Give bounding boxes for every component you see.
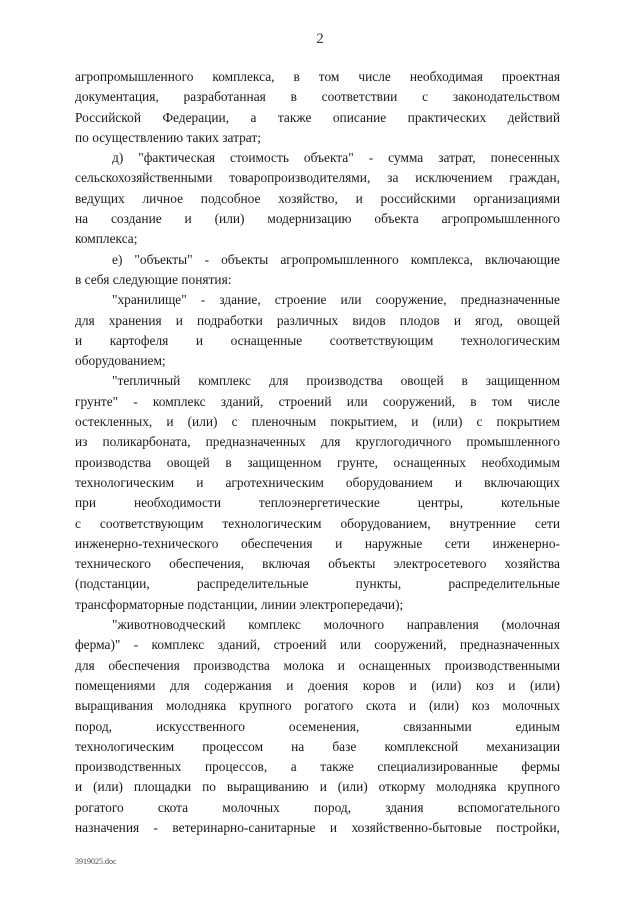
paragraph [75, 148, 560, 249]
text-line: выращивания молодняка крупного рогатого скота и (или) коз молочных [75, 698, 560, 714]
paragraph [75, 250, 560, 291]
paragraph [75, 290, 560, 371]
text-line: агропромышленного комплекса, в том числе необходимая проектная [75, 69, 560, 84]
text-line: по осуществлению таких затрат; [75, 129, 261, 145]
footer-filename: 3919025.doc [75, 857, 117, 866]
text-line: инженерно-технического обеспечения и наружные сети инженерно- [75, 535, 560, 551]
text-line: на создание и (или) модернизацию объекта агропромышленного [75, 211, 560, 227]
text-line: пород, искусственного осеменения, связанными единым [75, 718, 560, 734]
text-line: комплекса; [75, 231, 138, 247]
text-line: остекленных, и (или) с пленочным покрытием, и (или) с покрытием [75, 414, 560, 430]
text-line: ведущих личное подсобное хозяйство, и российскими организациями [75, 190, 560, 206]
text-line: ферма)" - комплекс зданий, строений или сооружений, предназначенных [75, 637, 560, 653]
text-line: назначения - ветеринарно-санитарные и хозяйственно-бытовые постройки, [75, 819, 560, 835]
document-body [75, 67, 560, 838]
text-line: оборудованием; [75, 353, 166, 369]
text-line: производства овощей в защищенном грунте, оснащенных необходимым [75, 454, 560, 470]
text-line: документация, разработанная в соответствии с законодательством [75, 89, 560, 105]
text-line: технического обеспечения, включая объекты электросетевого хозяйства [75, 556, 560, 572]
text-line: помещениями для содержания и доения коров и (или) коз и (или) [75, 677, 560, 693]
text-line: д) "фактическая стоимость объекта" - сумма затрат, понесенных [112, 150, 560, 166]
text-line: и картофеля и оснащенные соответствующим технологическим [75, 332, 560, 348]
text-line: технологическим и агротехническим оборудованием и включающих [75, 474, 560, 490]
text-line: трансформаторные подстанции, линии электропередачи); [75, 596, 404, 612]
text-line: Российской Федерации, а также описание практических действий [75, 109, 560, 125]
text-line: производственных процессов, а также специализированные фермы [75, 759, 560, 775]
text-line: в себя следующие понятия: [75, 271, 232, 287]
text-line: рогатого скота молочных пород, здания вспомогательного [75, 799, 560, 815]
text-line: "хранилище" - здание, строение или сооружение, предназначенные [112, 292, 560, 308]
text-line: для хранения и подработки различных видов плодов и ягод, овощей [75, 312, 560, 328]
text-line: грунте" - комплекс зданий, строений или сооружений, в том числе [75, 393, 560, 409]
text-line: "тепличный комплекс для производства овощей в защищенном [112, 373, 560, 389]
paragraph [75, 615, 560, 838]
text-line: "животноводческий комплекс молочного направления (молочная [112, 617, 560, 633]
text-line: для обеспечения производства молока и оснащенных производственными [75, 657, 560, 673]
text-line: и (или) площадки по выращиванию и (или) откорму молодняка крупного [75, 779, 560, 795]
text-line: при необходимости теплоэнергетические центры, котельные [75, 495, 560, 511]
text-line: технологическим процессом на базе комплексной механизации [75, 738, 560, 754]
text-line: сельскохозяйственными товаропроизводителями, за исключением граждан, [75, 170, 560, 186]
text-line: из поликарбоната, предназначенных для круглогодичного промышленного [75, 434, 560, 450]
paragraph [75, 67, 560, 148]
page-number: 2 [316, 31, 324, 47]
text-line: е) "объекты" - объекты агропромышленного комплекса, включающие [112, 251, 560, 267]
text-line: (подстанции, распределительные пункты, распределительные [75, 576, 560, 592]
paragraph [75, 371, 560, 615]
text-line: с соответствующим технологическим оборудованием, внутренние сети [75, 515, 560, 531]
